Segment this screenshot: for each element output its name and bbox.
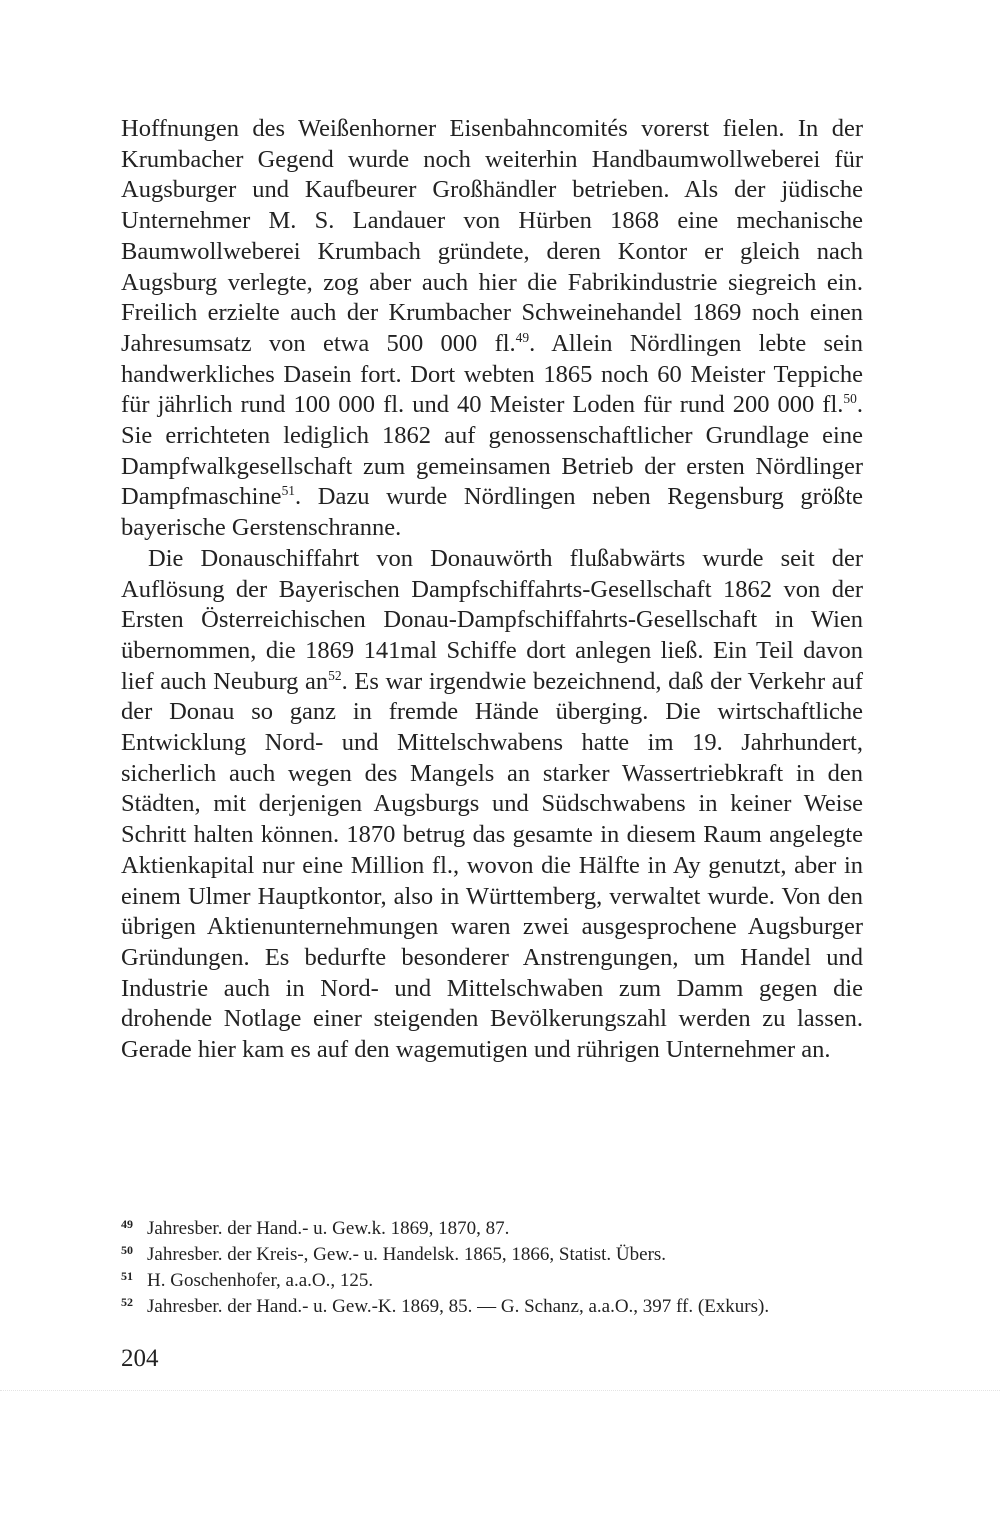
footnote-50 [121, 1242, 863, 1268]
footnote-ref-51[interactable]: 51 [281, 483, 296, 499]
footnote-text: Jahresber. der Hand.- u. Gew.k. 1869, 1870, 87. [147, 1218, 510, 1239]
footnote-51 [121, 1268, 863, 1294]
footnote-ref-52[interactable]: 52 [328, 667, 342, 683]
paragraph-1 [121, 114, 863, 544]
text-segment: Hoffnungen des Weißenhorner Eisenbahncomités vorerst fielen. In der Krumbacher Gegend wurde noch weiterhin Handbaumwollweberei für Augsburger und Kaufbeurer Großhändler betrieben. Als der jüdische Unternehmer M. S. Landauer von Hürben 1868 eine mechanische Baumwollweberei Krumbach gründete, deren Kontor er gleich nach Augsburg verlegte, zog aber auch hier die Fabrikindustrie siegreich ein. Freilich erzielte auch der Krumbacher Schweinehandel 1869 noch einen Jahresumsatz von etwa 500 000 fl. [121, 115, 863, 357]
paragraph-2 [121, 544, 863, 1066]
footnote-number: 51 [121, 1269, 133, 1283]
footnote-49 [121, 1216, 863, 1242]
page-number: 204 [121, 1345, 159, 1372]
footnote-ref-50[interactable]: 50 [843, 391, 857, 407]
footnote-text: H. Goschenhofer, a.a.O., 125. [147, 1270, 374, 1291]
scan-edge-divider [0, 1390, 1000, 1391]
footnote-number: 49 [121, 1217, 133, 1231]
footnotes [121, 1216, 863, 1320]
footnote-number: 50 [121, 1243, 133, 1257]
footnote-number: 52 [121, 1295, 133, 1309]
text-segment: . Sie errichteten lediglich 1862 auf genossenschaftlicher Grundlage eine Dampfwalkgesellschaft zum gemeinsamen Betrieb der ersten Nördlinger Dampfmaschine [121, 391, 863, 511]
text-segment: . Dazu wurde Nördlingen neben Regensburg größte bayerische Gerstenschranne. [121, 483, 863, 542]
text-segment: . Allein Nördlingen lebte sein handwerkliches Dasein fort. Dort webten 1865 noch 60 Meister Teppiche für jährlich rund 100 000 fl. und 40 Meister Loden für rund 200 000 fl. [121, 329, 863, 419]
footnote-text: Jahresber. der Hand.- u. Gew.-K. 1869, 85. — G. Schanz, a.a.O., 397 ff. (Exkurs). [147, 1296, 770, 1317]
body-text [121, 114, 863, 1066]
text-segment: . Es war irgendwie bezeichnend, daß der Verkehr auf der Donau so ganz in fremde Hände überging. Die wirtschaftliche Entwicklung Nord- und Mittelschwabens hatte im 19. Jahrhundert, sicherlich auch wegen des Mangels an starker Wassertriebkraft in den Städten, mit derjenigen Augsburgs und Südschwabens in keiner Weise Schritt halten können. 1870 betrug das gesamte in diesem Raum angelegte Aktienkapital nur eine Million fl., wovon die Hälfte in Ay genutzt, aber in einem Ulmer Hauptkontor, also in Württemberg, verwaltet wurde. Von den übrigen Aktienunternehmungen waren zwei ausgesprochene Augsburger Gründungen. Es bedurfte besonderer Anstrengungen, um Handel und Industrie auch in Nord- und Mittelschwaben zum Damm gegen die drohende Notlage einer steigenden Bevölkerungszahl werden zu lassen. Gerade hier kam es auf den wagemutigen und rührigen Unternehmer an. [121, 667, 864, 1064]
footnote-text: Jahresber. der Kreis-, Gew.- u. Handelsk. 1865, 1866, Statist. Übers. [147, 1244, 667, 1265]
text-segment: Die Donauschiffahrt von Donauwörth flußabwärts wurde seit der Auflösung der Bayerischen Dampfschiffahrts-Gesellschaft 1862 von der Ersten Österreichischen Donau-Dampfschiffahrts-Gesellschaft in Wien übernommen, die 1869 141mal Schiffe dort anlegen ließ. Ein Teil davon lief auch Neuburg an [121, 544, 863, 695]
footnote-52 [121, 1294, 863, 1320]
footnote-ref-49[interactable]: 49 [515, 329, 530, 345]
